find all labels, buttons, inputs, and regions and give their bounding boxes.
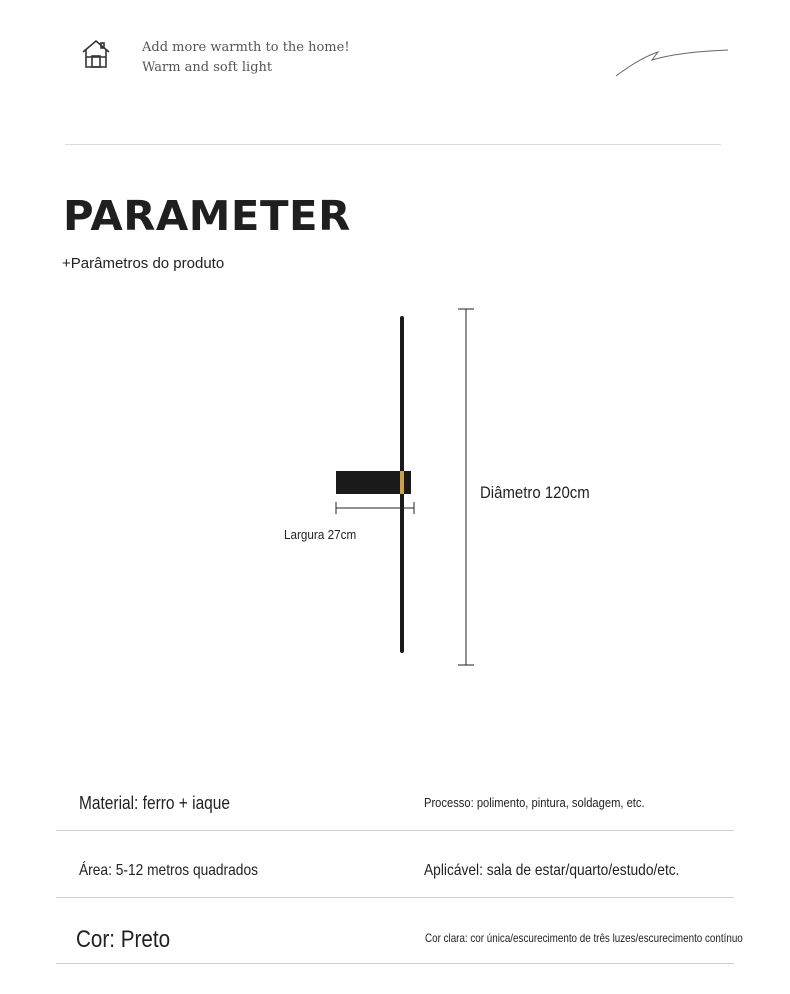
spec-divider <box>56 963 734 964</box>
header-divider <box>65 144 721 145</box>
tagline-line-1: Add more warmth to the home! <box>142 40 350 55</box>
height-label: Diâmetro 120cm <box>480 483 590 502</box>
spec-material: Material: ferro + iaque <box>79 793 231 813</box>
home-icon <box>80 38 112 70</box>
decorative-swoosh <box>612 46 732 80</box>
tagline <box>142 38 350 78</box>
spec-light-color: Cor clara: cor única/escurecimento de três luzes/escurecimento contínuo <box>425 931 743 945</box>
lamp-accent <box>400 471 404 494</box>
height-dimension <box>458 309 474 665</box>
tagline-line-2: Warm and soft light <box>142 60 273 75</box>
section-subtitle: +Parâmetros do produto <box>62 255 225 272</box>
section-title: PARAMETER <box>63 192 351 240</box>
spec-color: Cor: Preto <box>76 926 171 953</box>
lamp-body <box>336 471 411 494</box>
width-label: Largura 27cm <box>284 527 357 542</box>
spec-applicable: Aplicável: sala de estar/quarto/estudo/etc. <box>424 862 680 879</box>
spec-divider <box>56 897 734 898</box>
spec-divider <box>56 830 734 831</box>
spec-area: Área: 5-12 metros quadrados <box>79 862 258 879</box>
spec-process: Processo: polimento, pintura, soldagem, etc. <box>424 795 645 810</box>
